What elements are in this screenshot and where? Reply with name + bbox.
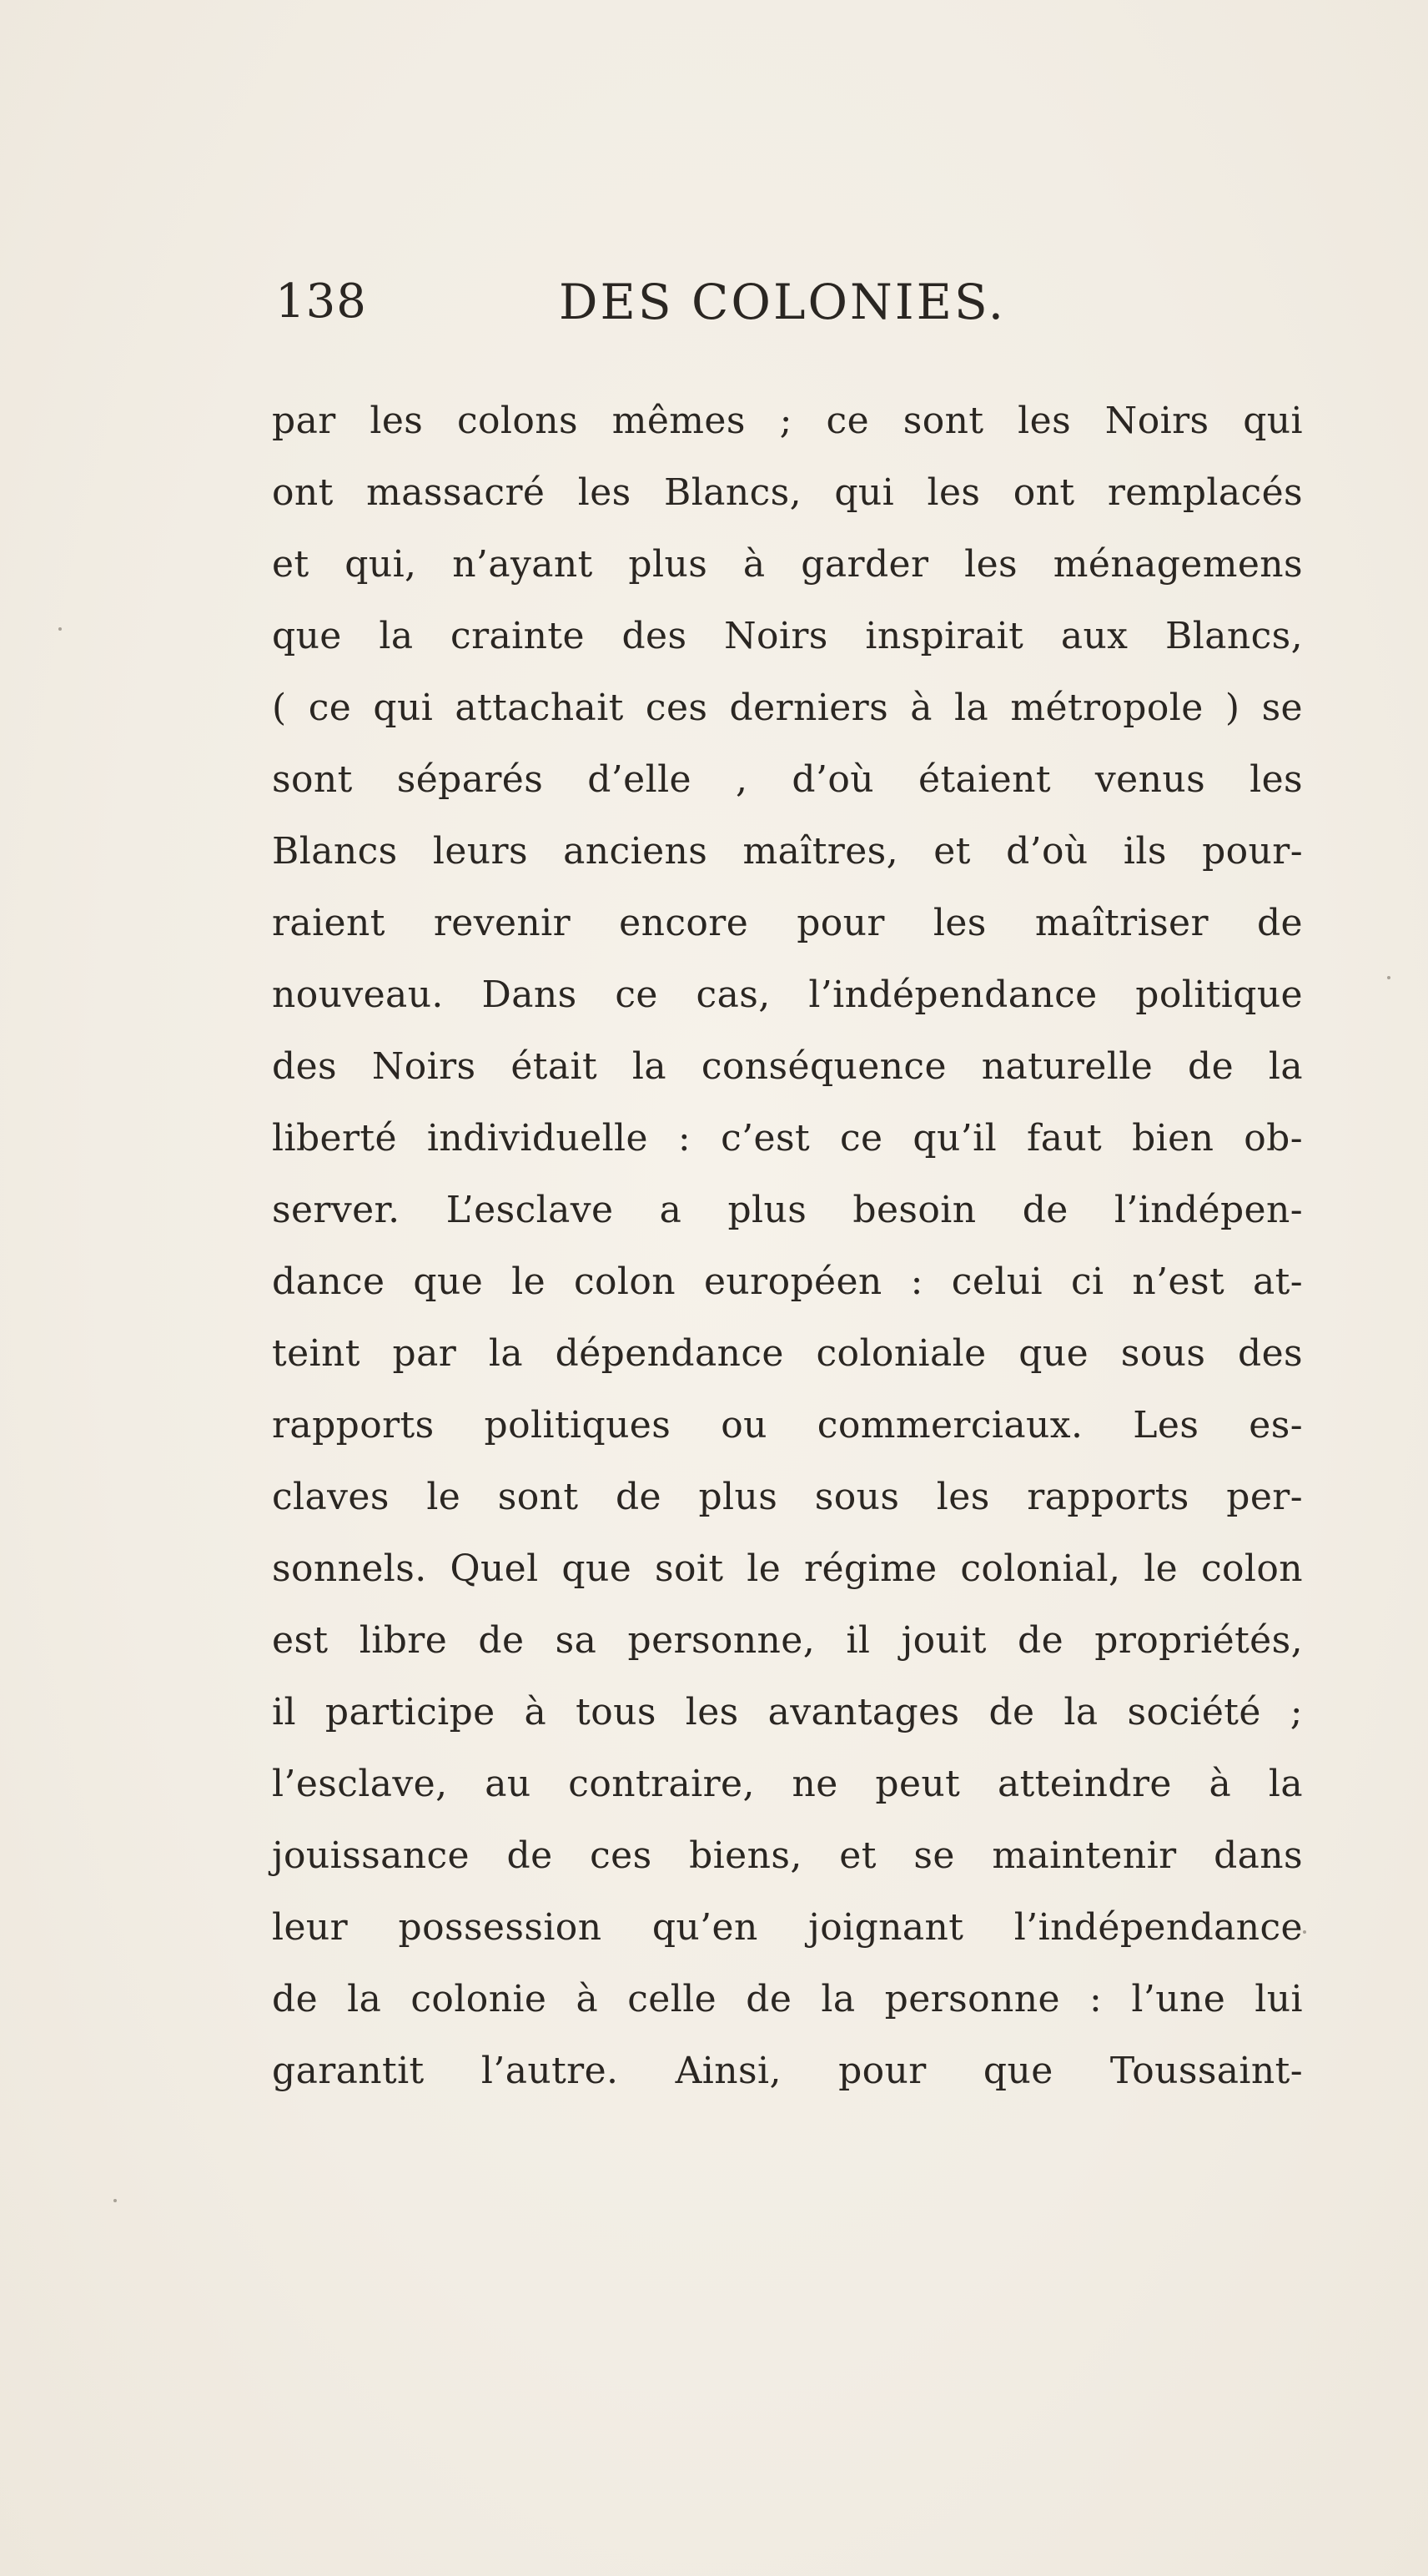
text-line: claves le sont de plus sous les rapports per- bbox=[272, 1476, 1303, 1518]
paper-speck bbox=[113, 2199, 117, 2202]
text-line: de la colonie à celle de la personne : l’une lui bbox=[272, 1978, 1303, 2020]
page-header bbox=[275, 269, 1168, 335]
paper-speck bbox=[1387, 976, 1390, 979]
text-line: et qui, n’ayant plus à garder les ménagemens bbox=[272, 543, 1303, 586]
text-line: teint par la dépendance coloniale que sous des bbox=[272, 1332, 1303, 1375]
text-line: rapports politiques ou commerciaux. Les es- bbox=[272, 1404, 1303, 1446]
text-line: des Noirs était la conséquence naturelle de la bbox=[272, 1045, 1303, 1088]
text-line: que la crainte des Noirs inspirait aux Blancs, bbox=[272, 615, 1303, 657]
text-line: ( ce qui attachait ces derniers à la métropole ) se bbox=[272, 687, 1303, 729]
text-line: server. L’esclave a plus besoin de l’indépen- bbox=[272, 1189, 1303, 1231]
text-line: raient revenir encore pour les maîtriser de bbox=[272, 902, 1303, 944]
text-line: jouissance de ces biens, et se maintenir dans bbox=[272, 1834, 1303, 1877]
text-line: l’esclave, au contraire, ne peut atteindre à la bbox=[272, 1763, 1303, 1805]
text-line: Blancs leurs anciens maîtres, et d’où ils pour- bbox=[272, 830, 1303, 873]
text-line: nouveau. Dans ce cas, l’indépendance politique bbox=[272, 974, 1303, 1016]
text-line: sont séparés d’elle , d’où étaient venus les bbox=[272, 758, 1303, 801]
text-line: garantit l’autre. Ainsi, pour que Toussaint- bbox=[272, 2050, 1303, 2092]
running-head: DES COLONIES. bbox=[559, 274, 1007, 330]
body-text bbox=[272, 385, 1303, 2107]
text-line: par les colons mêmes ; ce sont les Noirs qui bbox=[272, 400, 1303, 442]
text-line: leur possession qu’en joignant l’indépendance bbox=[272, 1906, 1303, 1949]
text-line: dance que le colon européen : celui ci n’est at- bbox=[272, 1260, 1303, 1303]
paper-speck bbox=[1303, 1930, 1306, 1934]
text-line: sonnels. Quel que soit le régime colonial, le colon bbox=[272, 1547, 1303, 1590]
text-line: il participe à tous les avantages de la société ; bbox=[272, 1691, 1303, 1733]
paper-speck bbox=[58, 627, 62, 631]
text-line: liberté individuelle : c’est ce qu’il faut bien ob- bbox=[272, 1117, 1303, 1160]
text-line: ont massacré les Blancs, qui les ont remplacés bbox=[272, 471, 1303, 514]
page-number: 138 bbox=[275, 274, 367, 329]
text-line: est libre de sa personne, il jouit de propriétés, bbox=[272, 1619, 1303, 1662]
